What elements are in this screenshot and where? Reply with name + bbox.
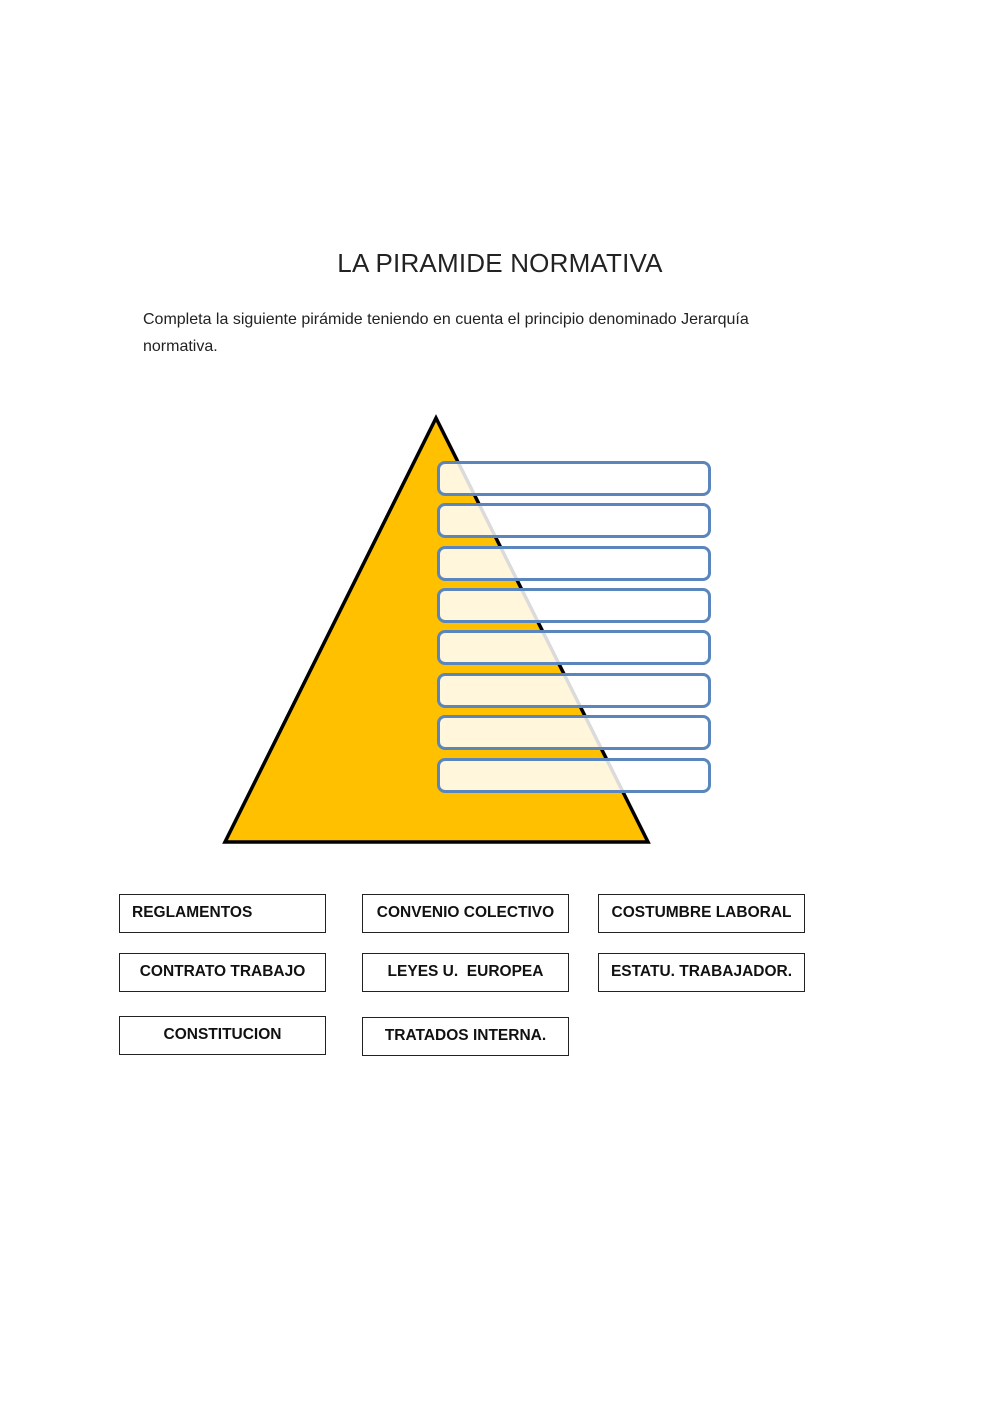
answer-slot-1[interactable] [437,461,711,496]
word-card-reglamentos[interactable]: REGLAMENTOS [119,894,326,933]
word-card-convenio-colectivo[interactable]: CONVENIO COLECTIVO [362,894,569,933]
answer-slot-3[interactable] [437,546,711,581]
word-card-contrato-trabajo[interactable]: CONTRATO TRABAJO [119,953,326,992]
answer-slot-6[interactable] [437,673,711,708]
answer-slot-2[interactable] [437,503,711,538]
word-card-estatuto-trabajador[interactable]: ESTATU. TRABAJADOR. [598,953,805,992]
answer-slot-8[interactable] [437,758,711,793]
instructions-text: Completa la siguiente pirámide teniendo en cuenta el principio denominado Jerarquía normativa. [143,311,749,355]
answer-slot-7[interactable] [437,715,711,750]
word-card-costumbre-laboral[interactable]: COSTUMBRE LABORAL [598,894,805,933]
answer-slot-4[interactable] [437,588,711,623]
word-card-tratados-internacionales[interactable]: TRATADOS INTERNA. [362,1017,569,1056]
answer-slot-5[interactable] [437,630,711,665]
word-card-constitucion[interactable]: CONSTITUCION [119,1016,326,1055]
word-card-leyes-ue[interactable]: LEYES U. EUROPEA [362,953,569,992]
page-title: LA PIRAMIDE NORMATIVA [337,248,663,278]
